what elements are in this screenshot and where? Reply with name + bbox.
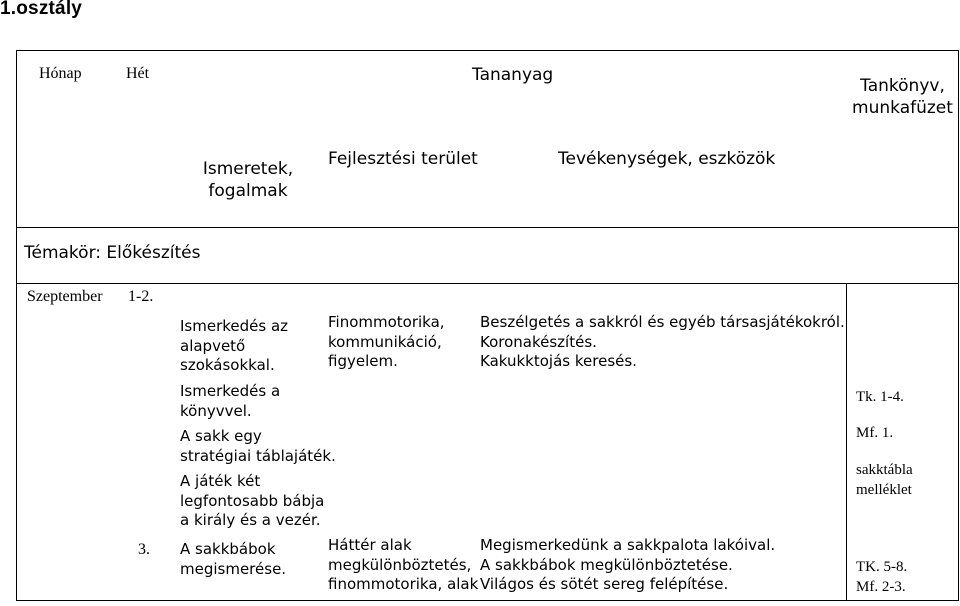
row1-knowledge-3: A sakk egy stratégiai táblajáték. — [180, 427, 336, 465]
row2-week: 3. — [138, 541, 150, 558]
row2-activities: Megismerkedünk a sakkpalota lakóival. A sakkbábok megkülönböztetése. Világos és sötét sereg felépítése. — [480, 536, 776, 593]
row1-activities: Beszélgetés a sakkról és egyéb társasjátékokról. Koronakészítés. Kakukktojás keresés. — [480, 313, 845, 370]
row1-knowledge-4: A játék két legfontosabb bábja a király és a vezér. — [180, 472, 325, 529]
row2-textbook: TK. 5-8. Mf. 2-3. — [856, 559, 908, 595]
header-activities: Tevékenységek, eszközök — [558, 149, 776, 169]
row2-development: Háttér alak megkülönböztetés, finommotorika, alak — [328, 536, 479, 593]
table-border-left — [16, 50, 17, 601]
header-development: Fejlesztési terület — [328, 149, 478, 169]
header-knowledge: Ismeretek, fogalmak — [202, 159, 294, 202]
row1-development: Finommotorika, kommunikáció, figyelem. — [328, 313, 445, 370]
row1-textbook-extra: sakktábla melléklet — [856, 462, 913, 498]
row1-month: Szeptember — [27, 288, 103, 305]
table-divider-textbook — [846, 283, 847, 601]
row2-knowledge: A sakkbábok megismerése. — [180, 540, 287, 578]
row1-textbook-mf: Mf. 1. — [856, 425, 894, 441]
page-title: 1.osztály — [0, 0, 83, 19]
table-border-bottom — [16, 600, 959, 601]
header-textbook: Tankönyv, munkafüzet — [852, 76, 953, 119]
header-curriculum: Tananyag — [472, 65, 554, 85]
row1-knowledge-2: Ismerkedés a könyvvel. — [180, 382, 281, 420]
table-border-right — [958, 50, 959, 601]
table-border-top — [16, 50, 959, 51]
row1-knowledge-1: Ismerkedés az alapvető szokásokkal. — [180, 317, 289, 374]
header-week: Hét — [126, 65, 150, 82]
topic-label: Témakör: Előkészítés — [24, 243, 201, 263]
table-border-topic-top — [16, 227, 959, 228]
table-border-row-top — [16, 283, 959, 284]
row1-textbook-tk: Tk. 1-4. — [856, 389, 904, 405]
header-month: Hónap — [39, 65, 82, 82]
row1-week: 1-2. — [128, 288, 154, 305]
